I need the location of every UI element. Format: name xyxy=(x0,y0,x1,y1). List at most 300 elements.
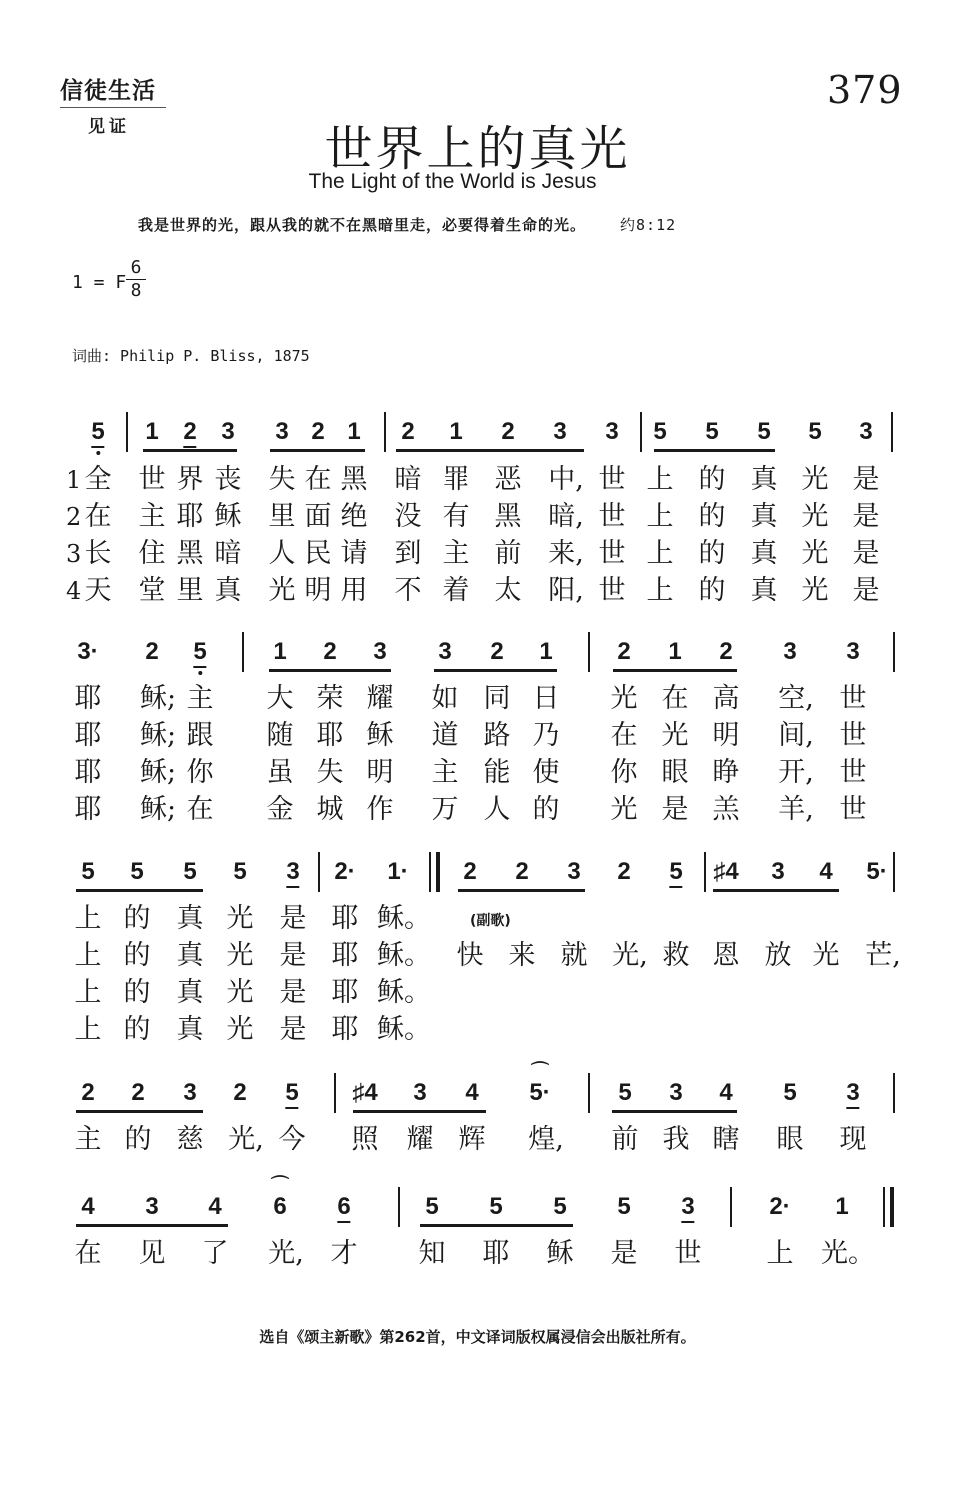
lyric-syllable: 世 xyxy=(839,794,867,825)
note: 2 xyxy=(145,638,159,665)
lyric-syllable: 主 xyxy=(186,683,214,714)
lyric-syllable: 煌, xyxy=(528,1124,564,1155)
note: 2 xyxy=(323,638,337,665)
lyric-syllable: 万 xyxy=(431,794,459,825)
lyric-syllable: 世 xyxy=(598,501,626,532)
lyric-syllable: 暗 xyxy=(214,538,242,569)
lyric-syllable: 的 xyxy=(532,794,560,825)
lyric-syllable: 明 xyxy=(366,757,394,788)
note: 5 xyxy=(425,1193,439,1220)
hymn-number: 379 xyxy=(827,68,903,112)
lyric-row xyxy=(0,682,955,718)
lyric-syllable: 稣 xyxy=(214,501,242,532)
lyric-syllable: 世 xyxy=(674,1238,702,1269)
lyric-syllable: 稣; xyxy=(139,757,177,788)
note: 3 xyxy=(438,638,452,665)
lyric-syllable: 眼 xyxy=(776,1124,804,1155)
lyric-syllable: 稣; xyxy=(139,720,177,751)
lyric-syllable: 羊, xyxy=(778,794,814,825)
lyric-syllable: 你 xyxy=(186,757,214,788)
lyric-syllable: 明 xyxy=(304,575,332,606)
lyric-syllable: 真 xyxy=(176,1014,204,1045)
lyric-syllable: 世 xyxy=(598,464,626,495)
lyric-syllable: 前 xyxy=(494,538,522,569)
barline xyxy=(398,1187,400,1227)
lyric-syllable: 世 xyxy=(839,720,867,751)
barline xyxy=(883,1187,885,1227)
barline xyxy=(893,1073,895,1113)
note: 5 xyxy=(81,858,95,885)
lyric-syllable: 上 xyxy=(74,977,102,1008)
lyric-syllable: 主 xyxy=(442,538,470,569)
lyric-syllable: 耶 xyxy=(74,720,102,751)
lyric-syllable: 上 xyxy=(74,903,102,934)
verse-number: 3 xyxy=(66,540,82,568)
note: 5 xyxy=(705,418,719,445)
hymn-subtitle: The Light of the World is Jesus xyxy=(308,170,597,193)
lyric-syllable: 光 xyxy=(801,538,829,569)
note: 6 ⌒ xyxy=(273,1193,286,1221)
lyric-syllable: 在 xyxy=(186,794,214,825)
lyric-syllable: 是 xyxy=(279,903,307,934)
lyric-syllable: 主 xyxy=(431,757,459,788)
note: 2 xyxy=(617,858,631,885)
beam xyxy=(654,449,775,452)
lyric-row xyxy=(0,463,955,499)
note: 3 xyxy=(846,638,860,665)
lyric-syllable: 稣。 xyxy=(377,940,431,971)
lyric-syllable: 光 xyxy=(226,940,254,971)
lyric-syllable: 能 xyxy=(483,757,511,788)
lyric-syllable: 面 xyxy=(304,501,332,532)
barline xyxy=(588,632,590,672)
barline xyxy=(704,852,706,892)
lyric-syllable: 的 xyxy=(698,501,726,532)
lyric-syllable: 失 xyxy=(268,464,296,495)
note: 5 xyxy=(757,418,771,445)
lyric-syllable: 光, xyxy=(612,940,648,971)
note: 3 xyxy=(183,1079,197,1106)
note: 5 xyxy=(193,638,206,668)
lyric-syllable: 稣; xyxy=(139,683,177,714)
lyric-syllable: 光 xyxy=(801,501,829,532)
lyric-syllable: 乃 xyxy=(532,720,560,751)
note: 5 xyxy=(669,858,682,888)
barline xyxy=(334,1073,336,1113)
note: 5 xyxy=(130,858,144,885)
barline xyxy=(242,632,244,672)
beam xyxy=(76,1110,203,1113)
lyric-syllable: 高 xyxy=(712,683,740,714)
note: 2· xyxy=(769,1193,791,1220)
lyric-syllable: 主 xyxy=(74,1124,102,1155)
lyric-syllable: 上 xyxy=(646,575,674,606)
lyric-syllable: 我 xyxy=(662,1124,690,1155)
note: 3 xyxy=(605,418,619,445)
lyric-syllable: 跟 xyxy=(186,720,214,751)
note: 3 xyxy=(553,418,567,445)
lyric-syllable: 是 xyxy=(279,1014,307,1045)
lyric-syllable: 在 xyxy=(74,1238,102,1269)
lyric-syllable: 黑 xyxy=(340,464,368,495)
lyric-syllable: 上 xyxy=(646,501,674,532)
lyric-row xyxy=(0,939,955,975)
lyric-syllable: 里 xyxy=(176,575,204,606)
note: 3 xyxy=(783,638,797,665)
note: 5 xyxy=(285,1079,298,1109)
note: 3 xyxy=(681,1193,694,1223)
lyric-syllable: 天 xyxy=(84,575,112,606)
lyric-syllable: 耶 xyxy=(316,720,344,751)
note: 2 xyxy=(463,858,477,885)
note: 5· ⌒ xyxy=(529,1079,550,1107)
lyric-syllable: 光 xyxy=(801,575,829,606)
lyric-syllable: 耶 xyxy=(482,1238,510,1269)
lyric-syllable: 城 xyxy=(316,794,344,825)
barline xyxy=(429,852,431,892)
lyric-syllable: 光, xyxy=(268,1238,304,1269)
note: 4 xyxy=(719,1079,733,1106)
lyric-syllable: 路 xyxy=(483,720,511,751)
lyric-syllable: 今 xyxy=(278,1124,306,1155)
lyric-syllable: 了 xyxy=(201,1238,229,1269)
note: 3 xyxy=(221,418,235,445)
note: 1 xyxy=(273,638,287,665)
note: 2 xyxy=(131,1079,145,1106)
lyric-syllable: 耶 xyxy=(331,940,359,971)
lyric-syllable: 明 xyxy=(712,720,740,751)
lyric-syllable: 世 xyxy=(839,683,867,714)
lyric-syllable: 里 xyxy=(268,501,296,532)
lyric-syllable: 的 xyxy=(123,977,151,1008)
lyric-syllable: 荣 xyxy=(316,683,344,714)
key-signature: 1 = F xyxy=(72,272,127,293)
lyric-syllable: 光 xyxy=(610,794,638,825)
lyric-syllable: 人 xyxy=(483,794,511,825)
note: 4 xyxy=(465,1079,479,1106)
lyric-syllable: 是 xyxy=(852,575,880,606)
lyric-syllable: 如 xyxy=(431,683,459,714)
lyric-syllable: 光 xyxy=(812,940,840,971)
lyric-syllable: 中, xyxy=(548,464,584,495)
lyric-syllable: 道 xyxy=(431,720,459,751)
lyric-syllable: 放 xyxy=(764,940,792,971)
lyric-syllable: 不 xyxy=(394,575,422,606)
lyric-syllable: 前 xyxy=(611,1124,639,1155)
lyric-syllable: 光 xyxy=(610,683,638,714)
lyric-syllable: 恩 xyxy=(712,940,740,971)
beam xyxy=(76,889,203,892)
beam xyxy=(143,449,237,452)
lyric-syllable: 稣; xyxy=(139,794,177,825)
notation-row xyxy=(0,852,955,892)
lyric-syllable: 主 xyxy=(138,501,166,532)
chorus-label: (副歌) xyxy=(470,913,511,929)
lyric-syllable: 芒, xyxy=(865,940,901,971)
note: 5· xyxy=(866,858,888,885)
barline xyxy=(126,412,128,452)
note: 2 xyxy=(617,638,631,665)
lyric-syllable: 日 xyxy=(532,683,560,714)
lyric-syllable: 才 xyxy=(330,1238,358,1269)
subcategory-label: 见证 xyxy=(88,117,130,137)
lyric-syllable: 稣 xyxy=(546,1238,574,1269)
lyric-syllable: 着 xyxy=(442,575,470,606)
lyric-syllable: 在 xyxy=(84,501,112,532)
lyric-syllable: 随 xyxy=(266,720,294,751)
barline xyxy=(384,412,386,452)
category-label: 信徒生活 xyxy=(60,72,166,108)
lyric-syllable: 稣。 xyxy=(377,1014,431,1045)
barline xyxy=(893,632,895,672)
verse-number: 2 xyxy=(66,503,82,531)
note: 5 xyxy=(91,418,104,448)
lyric-syllable: 到 xyxy=(394,538,422,569)
lyric-syllable: 耶 xyxy=(74,757,102,788)
lyric-syllable: 用 xyxy=(340,575,368,606)
lyric-syllable: 空, xyxy=(778,683,814,714)
note: 3 xyxy=(373,638,387,665)
lyric-syllable: 是 xyxy=(279,977,307,1008)
note: 2 xyxy=(81,1079,95,1106)
lyric-syllable: 上 xyxy=(766,1238,794,1269)
note: 3 xyxy=(846,1079,859,1109)
note: 2 xyxy=(311,418,325,445)
lyric-syllable: 光 xyxy=(801,464,829,495)
lyric-row xyxy=(0,574,955,610)
lyric-syllable: 现 xyxy=(839,1124,867,1155)
lyric-syllable: 黑 xyxy=(494,501,522,532)
lyric-syllable: 就 xyxy=(560,940,588,971)
lyric-syllable: 光 xyxy=(661,720,689,751)
note: 2 xyxy=(719,638,733,665)
lyric-syllable: 堂 xyxy=(138,575,166,606)
lyric-syllable: 世 xyxy=(598,538,626,569)
lyric-syllable: 真 xyxy=(176,903,204,934)
note: 3 xyxy=(567,858,581,885)
lyric-syllable: 有 xyxy=(442,501,470,532)
lyric-syllable: 耶 xyxy=(176,501,204,532)
beam xyxy=(420,1224,573,1227)
note: 3 xyxy=(859,418,873,445)
lyric-row xyxy=(0,500,955,536)
time-denominator: 8 xyxy=(130,280,142,301)
note: 3 xyxy=(145,1193,159,1220)
barline xyxy=(588,1073,590,1113)
lyric-syllable: 暗 xyxy=(394,464,422,495)
note: 1 xyxy=(449,418,463,445)
double-barline xyxy=(890,1187,894,1227)
copyright-footer: 选自《颂主新歌》第262首，中文译词版权属浸信会出版社所有。 xyxy=(259,1328,696,1346)
note: 2· xyxy=(334,858,356,885)
lyric-syllable: 照 xyxy=(351,1124,379,1155)
note: 3 xyxy=(771,858,785,885)
lyric-syllable: 世 xyxy=(138,464,166,495)
lyric-syllable: 上 xyxy=(646,464,674,495)
beam xyxy=(612,1110,737,1113)
lyric-syllable: 是 xyxy=(852,464,880,495)
note: 2 xyxy=(490,638,504,665)
lyric-row xyxy=(0,1013,955,1049)
lyric-syllable: 睁 xyxy=(712,757,740,788)
lyric-syllable: 见 xyxy=(138,1238,166,1269)
lyric-syllable: 上 xyxy=(74,1014,102,1045)
barline xyxy=(318,852,320,892)
lyric-syllable: 救 xyxy=(662,940,690,971)
note: 5 xyxy=(653,418,667,445)
note: 1 xyxy=(347,418,361,445)
lyric-syllable: 是 xyxy=(661,794,689,825)
composer-credit: 词曲: Philip P. Bliss, 1875 xyxy=(72,347,310,365)
lyric-syllable: 慈 xyxy=(176,1124,204,1155)
lyric-syllable: 阳, xyxy=(548,575,584,606)
barline xyxy=(640,412,642,452)
lyric-syllable: 是 xyxy=(852,501,880,532)
lyric-syllable: 失 xyxy=(316,757,344,788)
note: 3· xyxy=(77,638,99,665)
lyric-syllable: 的 xyxy=(123,903,151,934)
lyric-syllable: 瞎 xyxy=(712,1124,740,1155)
note: 3 xyxy=(286,858,299,888)
notation-row xyxy=(0,412,955,452)
note: 5 xyxy=(553,1193,567,1220)
note: 4 xyxy=(819,858,833,885)
lyric-row xyxy=(0,1237,955,1273)
lyric-syllable: 金 xyxy=(266,794,294,825)
verse-number: 1 xyxy=(66,466,82,494)
note: 1 xyxy=(668,638,682,665)
lyric-syllable: 长 xyxy=(84,538,112,569)
lyric-syllable: 虽 xyxy=(266,757,294,788)
lyric-row xyxy=(0,537,955,573)
lyric-syllable: 耀 xyxy=(366,683,394,714)
lyric-syllable: 没 xyxy=(394,501,422,532)
lyric-syllable: 的 xyxy=(123,1014,151,1045)
lyric-syllable: 绝 xyxy=(340,501,368,532)
lyric-syllable: 稣。 xyxy=(377,977,431,1008)
beam xyxy=(458,889,585,892)
lyric-syllable: 开, xyxy=(778,757,814,788)
note: 4 xyxy=(208,1193,222,1220)
lyric-syllable: 耶 xyxy=(74,683,102,714)
scripture-text: 我是世界的光，跟从我的就不在黑暗里走，必要得着生命的光。 xyxy=(138,216,587,234)
lyric-row xyxy=(0,793,955,829)
lyric-syllable: 稣。 xyxy=(377,903,431,934)
lyric-syllable: 光。 xyxy=(821,1238,875,1269)
lyric-row xyxy=(0,1123,955,1159)
lyric-syllable: 的 xyxy=(698,538,726,569)
lyric-syllable: 是 xyxy=(279,940,307,971)
note: 3 xyxy=(413,1079,427,1106)
note: 5 xyxy=(808,418,822,445)
fermata-icon: ⌒ xyxy=(531,1061,549,1081)
lyric-syllable: 黑 xyxy=(176,538,204,569)
lyric-row xyxy=(0,976,955,1012)
lyric-syllable: 上 xyxy=(646,538,674,569)
note: 3 xyxy=(669,1079,683,1106)
lyric-syllable: 光 xyxy=(226,977,254,1008)
lyric-syllable: 光, xyxy=(228,1124,264,1155)
time-signature xyxy=(126,257,146,302)
lyric-syllable: 来, xyxy=(548,538,584,569)
note: 2 xyxy=(515,858,529,885)
lyric-syllable: 的 xyxy=(123,940,151,971)
lyric-syllable: 耀 xyxy=(406,1124,434,1155)
note: 2 xyxy=(501,418,515,445)
lyric-syllable: 你 xyxy=(610,757,638,788)
lyric-syllable: 丧 xyxy=(214,464,242,495)
double-barline xyxy=(436,852,440,892)
lyric-syllable: 稣 xyxy=(366,720,394,751)
lyric-syllable: 耶 xyxy=(331,903,359,934)
lyric-syllable: 人 xyxy=(268,538,296,569)
note: 3 xyxy=(275,418,289,445)
lyric-row xyxy=(0,719,955,755)
lyric-syllable: 耶 xyxy=(331,977,359,1008)
note: 2 xyxy=(183,418,196,448)
lyric-syllable: 罪 xyxy=(442,464,470,495)
note: 4 xyxy=(81,1193,95,1220)
lyric-syllable: 羔 xyxy=(712,794,740,825)
note: 5 xyxy=(617,1193,631,1220)
lyric-syllable: 真 xyxy=(750,575,778,606)
note: 2 xyxy=(233,1079,247,1106)
lyric-syllable: 真 xyxy=(176,977,204,1008)
lyric-syllable: 来 xyxy=(508,940,536,971)
note: ♯4 xyxy=(713,858,739,885)
barline xyxy=(893,852,895,892)
barline xyxy=(891,412,893,452)
lyric-syllable: 眼 xyxy=(661,757,689,788)
lyric-syllable: 界 xyxy=(176,464,204,495)
lyric-syllable: 耶 xyxy=(74,794,102,825)
note: 5 xyxy=(233,858,247,885)
beam xyxy=(396,449,584,452)
lyric-syllable: 真 xyxy=(750,538,778,569)
lyric-syllable: 上 xyxy=(74,940,102,971)
lyric-syllable: 快 xyxy=(456,940,484,971)
lyric-syllable: 的 xyxy=(698,464,726,495)
note: 5 xyxy=(489,1193,503,1220)
lyric-syllable: 在 xyxy=(304,464,332,495)
lyric-syllable: 的 xyxy=(698,575,726,606)
beam xyxy=(434,669,557,672)
lyric-syllable: 民 xyxy=(304,538,332,569)
note: 1 xyxy=(539,638,553,665)
verse-number: 4 xyxy=(66,577,82,605)
lyric-syllable: 辉 xyxy=(458,1124,486,1155)
notation-row xyxy=(0,632,955,672)
lyric-row xyxy=(0,756,955,792)
hymn-title: 世界上的真光 xyxy=(324,121,631,177)
note: 2 xyxy=(401,418,415,445)
lyric-syllable: 的 xyxy=(124,1124,152,1155)
note: 1· xyxy=(387,858,409,885)
lyric-syllable: 间, xyxy=(778,720,814,751)
lyric-syllable: 使 xyxy=(532,757,560,788)
lyric-syllable: 暗, xyxy=(548,501,584,532)
lyric-syllable: 真 xyxy=(176,940,204,971)
note: ♯4 xyxy=(352,1079,378,1106)
note: 1 xyxy=(145,418,159,445)
lyric-syllable: 同 xyxy=(483,683,511,714)
note: 5 xyxy=(618,1079,632,1106)
lyric-syllable: 恶 xyxy=(494,464,522,495)
beam xyxy=(270,449,365,452)
note: 5 xyxy=(183,858,197,885)
lyric-syllable: 知 xyxy=(418,1238,446,1269)
lyric-syllable: 世 xyxy=(839,757,867,788)
